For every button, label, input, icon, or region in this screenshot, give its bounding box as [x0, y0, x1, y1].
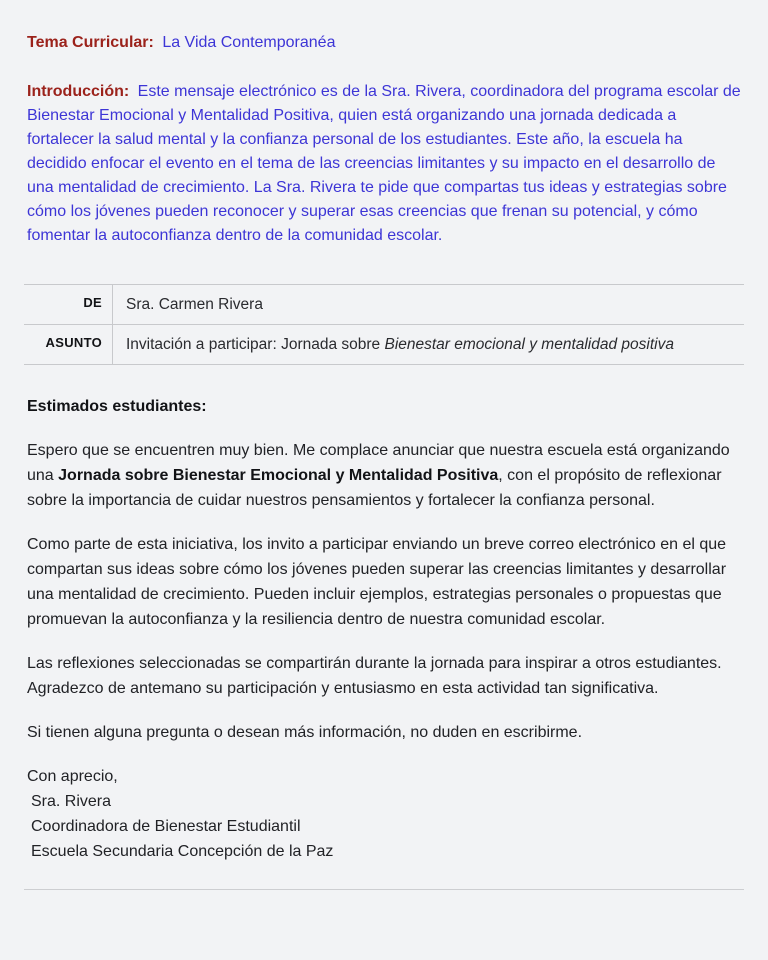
bottom-divider: [24, 889, 744, 890]
paragraph-1-bold: Jornada sobre Bienestar Emocional y Mentalidad Positiva: [58, 467, 499, 484]
introduccion-text: Este mensaje electrónico es de la Sra. Rivera, coordinadora del programa escolar de Bienestar Emocional y Mentalidad Positiva, quien está organizando una jornada dedicada a fortalecer la salud mental y la confianza personal de los estudiantes. Este año, la escuela ha decidido enfocar el evento en el tema de las creencias limitantes y su impacto en el desarrollo de una mentalidad de crecimiento. La Sra. Rivera te pide que compartas tus ideas y estrategias sobre cómo los jóvenes pueden reconocer y superar esas creencias que frenan su potencial, y cómo fomentar la autoconfianza dentro de la comunidad escolar.: [27, 83, 741, 244]
table-row-asunto: [24, 325, 744, 364]
asunto-value-regular: Invitación a participar: Jornada sobre: [126, 336, 385, 353]
introduccion-label: Introducción:: [27, 83, 130, 100]
asunto-value-italic: Bienestar emocional y mentalidad positiva: [384, 336, 674, 353]
paragraph-3: Las reflexiones seleccionadas se compartirán durante la jornada para inspirar a otros estudiantes. Agradezco de antemano su participación y entusiasmo en esta actividad tan significativa.: [27, 655, 722, 697]
introduccion-paragraph: [27, 80, 742, 248]
email-header-table: [24, 284, 744, 365]
tema-curricular-value: La Vida Contemporanéa: [162, 34, 336, 51]
asunto-label: ASUNTO: [24, 325, 113, 364]
greeting: Estimados estudiantes:: [27, 398, 207, 415]
paragraph-4: Si tienen alguna pregunta o desean más información, no duden en escribirme.: [27, 724, 583, 741]
signature-closing: Con aprecio,: [27, 768, 118, 785]
signature-name: Sra. Rivera: [31, 793, 112, 810]
signature-block: [27, 764, 742, 864]
paragraph-1-end: , con el propósito de reflexionar sobre la importancia de cuidar nuestros pensamientos y fortalecer la confianza personal.: [27, 467, 722, 509]
tema-curricular-label: Tema Curricular:: [27, 34, 154, 51]
email-body: [27, 394, 742, 864]
table-row-de: [24, 285, 744, 325]
de-value: Sra. Carmen Rivera: [126, 296, 263, 313]
signature-school: Escuela Secundaria Concepción de la Paz: [31, 843, 334, 860]
signature-role: Coordinadora de Bienestar Estudiantil: [31, 818, 301, 835]
de-label: DE: [24, 285, 113, 324]
paragraph-1: [27, 438, 742, 513]
paragraph-2: Como parte de esta iniciativa, los invito a participar enviando un breve correo electrónico en el que compartan sus ideas sobre cómo los jóvenes pueden superar las creencias limitantes y desarrollar una mentalidad de crecimiento. Pueden incluir ejemplos, estrategias personales o propuestas que promuevan la autoconfianza y la resiliencia dentro de nuestra comunidad escolar.: [27, 536, 727, 628]
asunto-value: [113, 325, 744, 364]
tema-curricular-line: [27, 33, 742, 53]
paragraph-1-start: Espero que se encuentren muy bien. Me complace anunciar que nuestra escuela está organizando una: [27, 442, 730, 484]
